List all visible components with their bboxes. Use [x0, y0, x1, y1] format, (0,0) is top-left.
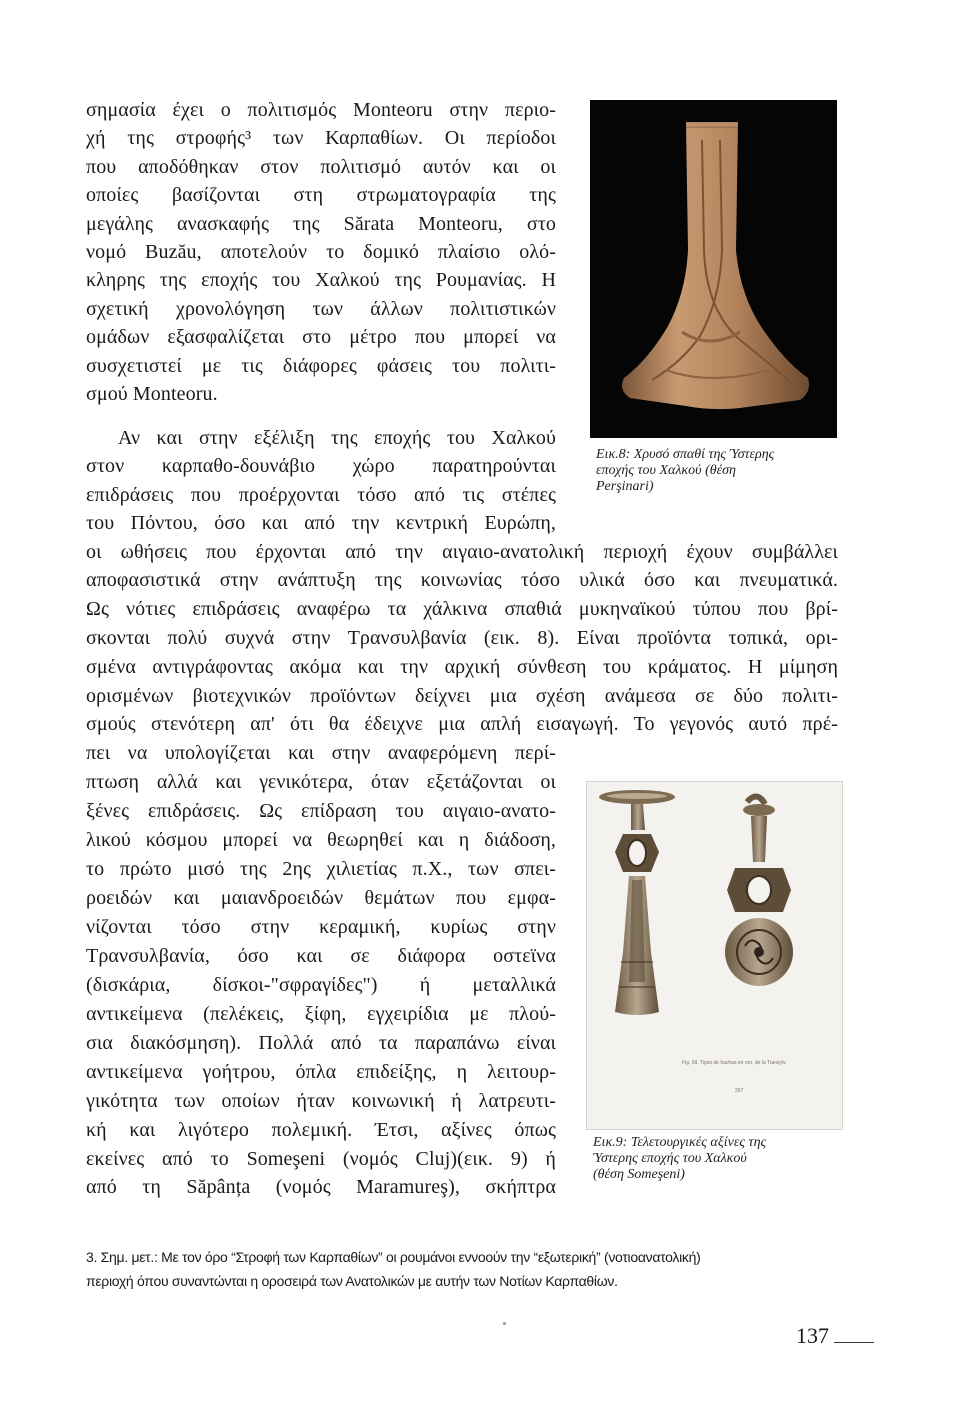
text-line: το πρώτο μισό της 2ης χιλιετίας π.Χ., των σπει-	[86, 858, 556, 880]
ceremonial-axes-photo-icon	[587, 782, 842, 1129]
text-line: σμούς στενότερη απ' ότι θα έδειχνε μια απλή εισαγωγή. Το γεγονός αυτό πρέ-	[86, 713, 838, 735]
text-line: οποίες βασίζονται στη στρωματογραφία της	[86, 184, 556, 206]
text-line: πει να υπολογίζεται και στην αναφερόμενη περί-	[86, 742, 556, 764]
text-line: αποφασιστικά στην ανάπτυξη της κοινωνίας τόσο υλικά όσο και πνευματικά.	[86, 569, 838, 591]
inset-label: Fig. 99. Tipos de hachas en oro, de la Transylv.	[682, 1060, 787, 1066]
text-line: σκονται πολύ συχνά στην Τρανσυλβανία (εικ. 8). Είναι προϊόντα τοπικά, ορι-	[86, 627, 838, 649]
text-line: κληρης της εποχής του Χαλκού της Ρουμανίας. Η	[86, 269, 556, 291]
text-line: σημασία έχει ο πολιτισμός Monteoru στην περιο-	[86, 99, 556, 121]
text-line: Ως νότιες επιδράσεις αναφέρω τα χάλκινα σπαθιά μυκηναϊκού τύπου που βρί-	[86, 598, 838, 620]
text-line: κή και λιγότερο πολεμική. Έτσι, αξίνες όπως	[86, 1119, 556, 1141]
text-line: οι ωθήσεις που έρχονται από την αιγαιο-ανατολική περιοχή έχουν συμβάλλει	[86, 541, 838, 563]
footnote-line: 3. Σημ. μετ.: Με τον όρο “Στροφή των Καρπαθίων” οι ρουμάνοι εννοούν την “εξωτερική” (νοτιοανατολική)	[86, 1249, 701, 1265]
text-line: του Πόντου, όσο και από την κεντρική Ευρώπη,	[86, 512, 556, 534]
text-line: νίζονται τόσο στην κεραμική, κυρίως στην	[86, 916, 556, 938]
caption-line: Εικ.8: Χρυσό σπαθί της Ύστερης	[596, 447, 775, 462]
footnote-line: περιοχή όπου συναντώνται η οροσειρά των Ανατολικών με αυτήν των Νοτίων Καρπαθίων.	[86, 1273, 618, 1289]
text-line: σμού Monteoru.	[86, 383, 218, 405]
text-line: νομό Buzău, αποτελούν το δομικό πλαίσιο ολό-	[86, 241, 556, 263]
text-line: (δισκάρια, δίσκοι-"σφραγίδες") ή μεταλλικά	[86, 974, 556, 996]
speck	[503, 1322, 506, 1325]
caption-line: Ύστερης εποχής του Χαλκού	[593, 1151, 747, 1166]
text-line: σια διακόσμηση). Πολλά από τα παραπάνω είναι	[86, 1032, 556, 1054]
caption-line: Perşinari)	[596, 479, 654, 494]
page-number: 137	[796, 1323, 829, 1348]
text-line: λικού κόσμου μπορεί να θεωρηθεί και η διάδοση,	[86, 829, 556, 851]
text-line: σμένα αντιγράφοντας ακόμα και την αρχική σύνθεση του κράματος. Η μίμηση	[86, 656, 838, 678]
caption-line: εποχής του Χαλκού (θέση	[596, 463, 736, 478]
text-line: πτωση αλλά και γενικότερα, όταν εξετάζονται οι	[86, 771, 556, 793]
text-line: επιδράσεις που προέρχονται τόσο από τις στέπες	[86, 484, 556, 506]
text-line: ορισμένων βιοτεχνικών προϊόντων δείχνει μια σχέση ανάμεσα σε δύο πολιτι-	[86, 685, 838, 707]
text-line: που αποδόθηκαν στον πολιτισμό αυτόν και οι	[86, 156, 556, 178]
page-number-rule	[834, 1342, 874, 1343]
figure-9-axes-photo	[586, 781, 843, 1130]
text-line: συσχετιστεί με τις διάφορες φάσεις του πολιτι-	[86, 355, 556, 377]
caption-line: Εικ.9: Τελετουργικές αξίνες της	[593, 1135, 767, 1150]
text-line: αντικείμενα (πελέκεις, ξίφη, εγχειρίδια με πλού-	[86, 1003, 556, 1025]
text-line: χή της στροφής³ των Καρπαθίων. Οι περίοδοι	[86, 127, 556, 149]
text-line: μεγάλης ανασκαφής της Sărata Monteoru, στο	[86, 213, 556, 235]
figure-9-caption	[593, 1135, 766, 1183]
text-line: Αν και στην εξέλιξη της εποχής του Χαλκού	[118, 427, 556, 449]
text-line: από τη Săpânța (νομός Maramureş), σκήπτρα	[86, 1176, 556, 1198]
text-line: αντικείμενα γοήτρου, όπλα επιδείξης, η λειτουρ-	[86, 1061, 556, 1083]
text-line: ροειδών και μαιανδροειδών θεμάτων που εμφα-	[86, 887, 556, 909]
caption-line: (θέση Someşeni)	[593, 1167, 685, 1182]
figure-8-sword-photo	[590, 100, 837, 438]
text-line: σχετική χρονολόγηση των άλλων πολιτιστικών	[86, 298, 556, 320]
text-line: ξένες επιδράσεις. Ως επίδραση του αιγαιο-ανατο-	[86, 800, 556, 822]
sword-fragment-photo-icon	[590, 100, 837, 438]
text-line: γικότητα των οποίων ήταν κοινωνική ή λατρευτι-	[86, 1090, 556, 1112]
text-line: ομάδων εξασφαλίζεται στο μέτρο που μπορεί να	[86, 326, 556, 348]
text-line: στον καρπαθο-δουνάβιο χώρο παρατηρούνται	[86, 455, 556, 477]
figure-8-caption	[596, 447, 774, 495]
text-line: Τρανσυλβανία, όσο και σε διάφορα οστεϊνα	[86, 945, 556, 967]
inset-number: 367	[735, 1088, 744, 1094]
text-line: εκείνες από το Someşeni (νομός Cluj)(εικ. 9) ή	[86, 1148, 556, 1170]
